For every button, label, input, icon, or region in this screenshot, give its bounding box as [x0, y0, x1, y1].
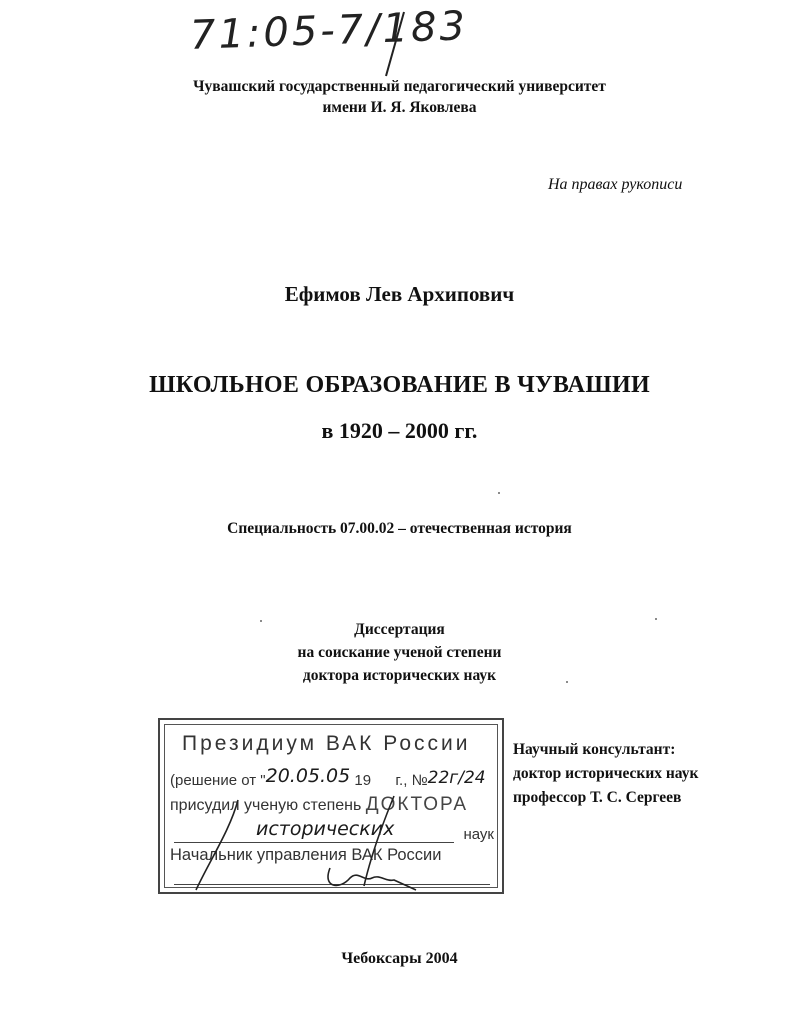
scan-speck — [260, 620, 262, 622]
scan-speck — [566, 681, 568, 683]
scan-speck — [498, 492, 500, 494]
scan-speck — [655, 618, 657, 620]
dissertation-title: ШКОЛЬНОЕ ОБРАЗОВАНИЕ В ЧУВАШИИ — [149, 372, 650, 398]
stamp-awarded-prefix: присудил ученую степень — [170, 797, 362, 814]
city-year: Чебоксары 2004 — [341, 950, 458, 967]
stamp-chief-line: Начальник управления ВАК России — [170, 846, 442, 864]
stamp-science-suffix: наук — [463, 826, 494, 843]
dissertation-label: Диссертация — [354, 621, 445, 638]
consultant-name: профессор Т. С. Сергеев — [513, 789, 682, 806]
consultant-label: Научный консультант: — [513, 741, 676, 758]
consultant-degree: доктор исторических наук — [513, 765, 699, 782]
vak-stamp — [158, 718, 504, 894]
stamp-decision-year-suffix: г., № — [395, 772, 428, 789]
stamp-awarded-degree: ДОКТОРА — [365, 794, 469, 815]
signature-strokes — [180, 790, 420, 894]
scientific-consultant — [513, 738, 698, 810]
author-name: Ефимов Лев Архипович — [284, 282, 515, 306]
handwritten-slash-mark — [380, 10, 410, 80]
dissertation-degree-block — [0, 618, 799, 687]
dissertation-degree: доктора исторических наук — [302, 667, 497, 684]
specialty-line: Специальность 07.00.02 – отечественная история — [227, 520, 572, 537]
university-header — [0, 76, 799, 118]
stamp-decision-line — [170, 765, 486, 790]
stamp-decision-date: 20.05.05 — [265, 765, 351, 787]
manuscript-rights-note: На правах рукописи — [548, 176, 683, 193]
stamp-decision-year-prefix: 19 — [354, 772, 372, 789]
dissertation-title-years: в 1920 – 2000 гг. — [321, 418, 478, 443]
university-name: Чувашский государственный педагогический университет — [193, 78, 606, 95]
archive-code-handwritten: 71:05-7/183 — [189, 3, 469, 59]
stamp-decision-prefix: (решение от " — [170, 772, 266, 789]
stamp-decision-number: 22г/24 — [427, 768, 486, 788]
stamp-field-handwritten: исторических — [256, 818, 395, 840]
university-named-after: имени И. Я. Яковлева — [322, 99, 477, 116]
dissertation-purpose: на соискание ученой степени — [297, 644, 502, 661]
stamp-heading: Президиум ВАК России — [182, 732, 471, 755]
